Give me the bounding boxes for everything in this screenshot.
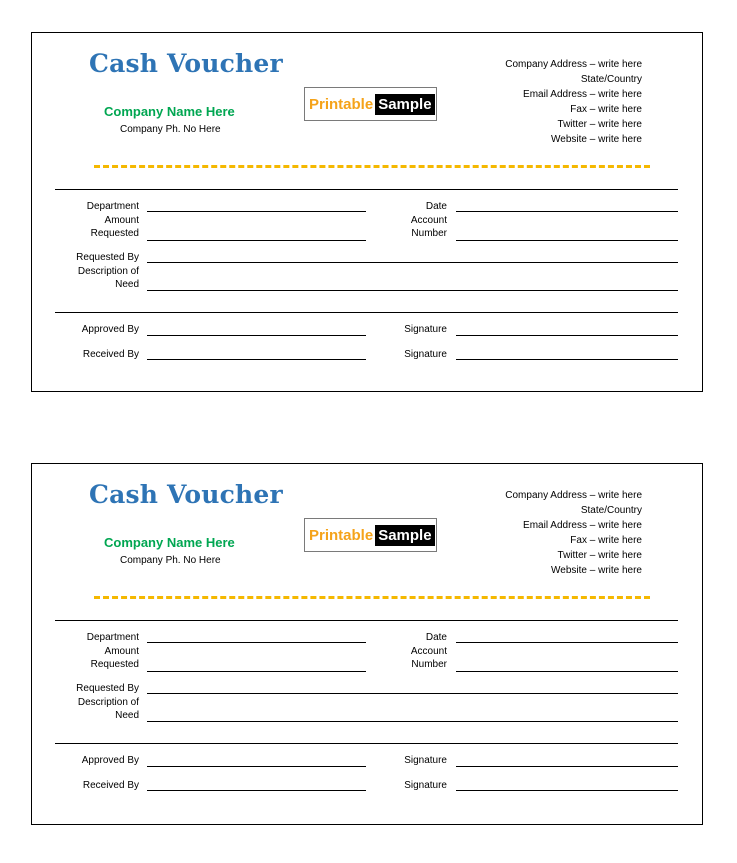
address-line: Company Address – write here	[505, 490, 642, 501]
label-requested-by: Requested By	[76, 252, 139, 263]
company-address-block	[505, 488, 642, 578]
received-by-field[interactable]	[147, 359, 366, 360]
label-date: Date	[425, 632, 447, 643]
label-need: Need	[115, 710, 139, 721]
cash-voucher-1	[31, 32, 703, 392]
voucher-title: Cash Voucher	[89, 49, 283, 78]
label-requested: Requested	[90, 228, 139, 239]
label-department: Department	[86, 632, 139, 643]
address-line: Fax – write here	[570, 535, 642, 546]
address-line: Email Address – write here	[523, 89, 642, 100]
company-phone: Company Ph. No Here	[120, 124, 221, 135]
address-line: Website – write here	[551, 565, 642, 576]
company-name: Company Name Here	[104, 535, 235, 550]
section-rule	[55, 620, 678, 621]
section-rule	[55, 743, 678, 744]
department-amount-requested-label	[87, 631, 139, 672]
requested-by-field[interactable]	[147, 693, 678, 694]
received-by-field[interactable]	[147, 790, 366, 791]
dashed-divider	[94, 165, 650, 168]
label-amount: Amount	[104, 645, 139, 657]
address-line: Website – write here	[551, 134, 642, 145]
address-line: Company Address – write here	[505, 59, 642, 70]
label-number: Number	[411, 659, 447, 670]
department-field[interactable]	[147, 211, 366, 212]
address-line: Fax – write here	[570, 104, 642, 115]
account-number-field[interactable]	[456, 240, 678, 241]
account-number-field[interactable]	[456, 671, 678, 672]
amount-requested-field[interactable]	[147, 671, 366, 672]
label-approved-by: Approved By	[81, 755, 139, 766]
printable-sample-logo	[304, 518, 437, 552]
dashed-divider	[94, 596, 650, 599]
address-line: State/Country	[580, 74, 642, 85]
cash-voucher-2	[31, 463, 703, 825]
department-field[interactable]	[147, 642, 366, 643]
label-signature: Signature	[404, 324, 447, 335]
amount-requested-field[interactable]	[147, 240, 366, 241]
section-rule	[55, 189, 678, 190]
company-phone: Company Ph. No Here	[120, 555, 221, 566]
logo-text-printable: Printable	[309, 526, 374, 544]
label-account: Account	[410, 645, 447, 657]
label-signature: Signature	[404, 349, 447, 360]
logo-text-sample: Sample	[375, 525, 434, 546]
label-date: Date	[425, 201, 447, 212]
label-account: Account	[410, 214, 447, 226]
receipt-signature-field[interactable]	[456, 790, 678, 791]
approved-by-field[interactable]	[147, 766, 366, 767]
date-account-number-label	[411, 200, 447, 241]
label-received-by: Received By	[82, 780, 139, 791]
date-field[interactable]	[456, 211, 678, 212]
company-name: Company Name Here	[104, 104, 235, 119]
label-need: Need	[115, 279, 139, 290]
voucher-title: Cash Voucher	[89, 480, 283, 509]
requested-by-description-label	[76, 682, 139, 723]
date-account-number-label	[411, 631, 447, 672]
description-of-need-field[interactable]	[147, 721, 678, 722]
address-line: State/Country	[580, 505, 642, 516]
description-of-need-field[interactable]	[147, 290, 678, 291]
department-amount-requested-label	[87, 200, 139, 241]
label-requested-by: Requested By	[76, 683, 139, 694]
company-address-block	[505, 57, 642, 147]
address-line: Email Address – write here	[523, 520, 642, 531]
label-amount: Amount	[104, 214, 139, 226]
date-field[interactable]	[456, 642, 678, 643]
label-approved-by: Approved By	[81, 324, 139, 335]
logo-text-printable: Printable	[309, 95, 374, 113]
label-description-of: Description of	[77, 265, 139, 277]
address-line: Twitter – write here	[557, 550, 642, 561]
printable-sample-logo	[304, 87, 437, 121]
label-number: Number	[411, 228, 447, 239]
label-received-by: Received By	[82, 349, 139, 360]
label-signature: Signature	[404, 755, 447, 766]
receipt-signature-field[interactable]	[456, 359, 678, 360]
label-department: Department	[86, 201, 139, 212]
approved-by-field[interactable]	[147, 335, 366, 336]
approval-signature-field[interactable]	[456, 766, 678, 767]
label-description-of: Description of	[77, 696, 139, 708]
requested-by-description-label	[76, 251, 139, 292]
logo-text-sample: Sample	[375, 94, 434, 115]
address-line: Twitter – write here	[557, 119, 642, 130]
label-signature: Signature	[404, 780, 447, 791]
section-rule	[55, 312, 678, 313]
label-requested: Requested	[90, 659, 139, 670]
approval-signature-field[interactable]	[456, 335, 678, 336]
requested-by-field[interactable]	[147, 262, 678, 263]
